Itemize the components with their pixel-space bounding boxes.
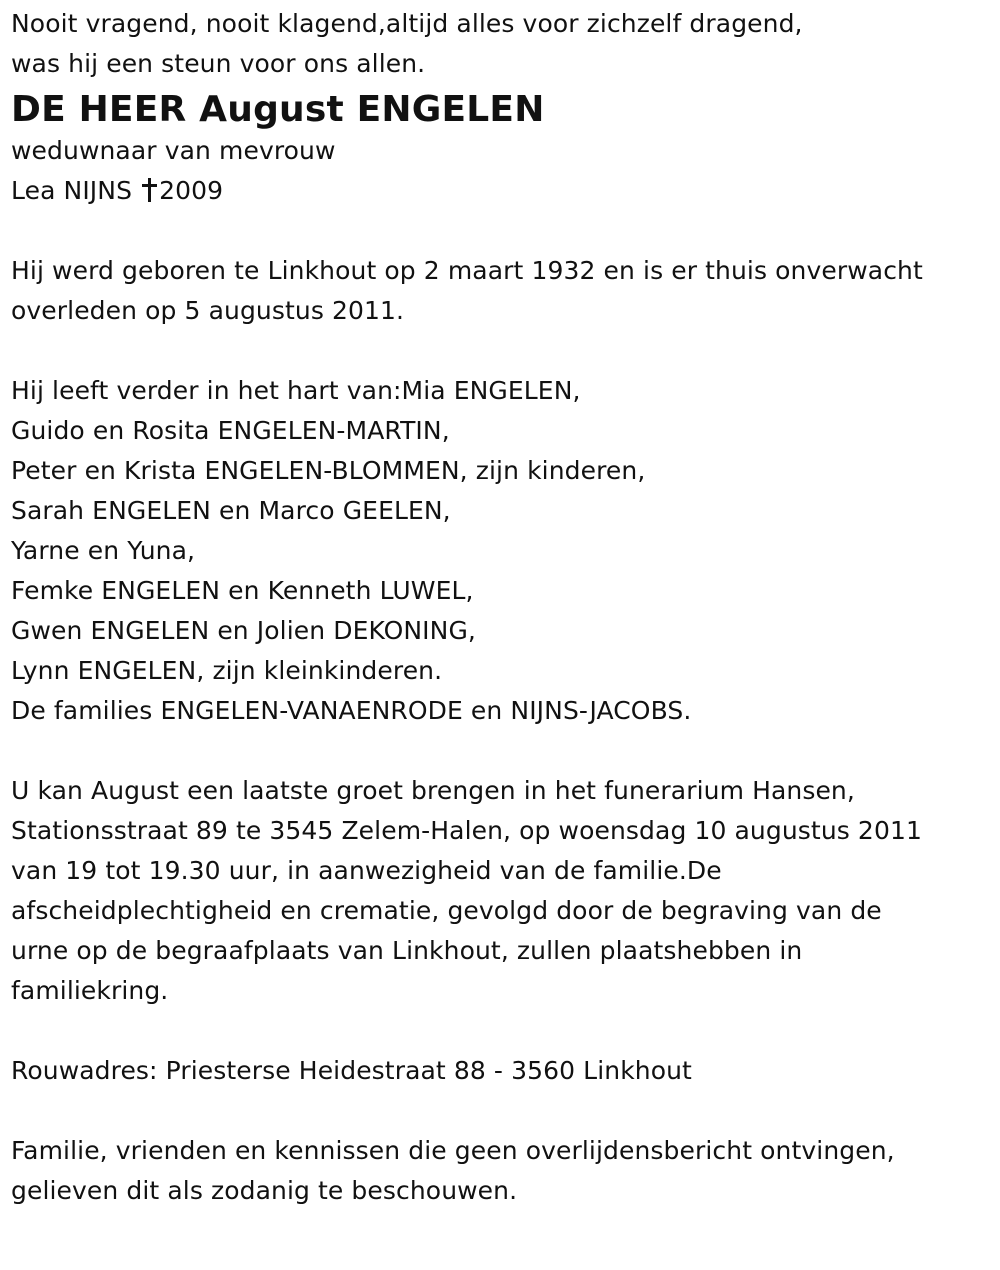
closing-paragraph <box>11 1131 996 1211</box>
survivors-list <box>11 371 996 731</box>
spouse-name-line <box>11 171 996 211</box>
mourning-address: Rouwadres: Priesterse Heidestraat 88 - 3560 Linkhout <box>11 1056 692 1085</box>
paragraph-line: Familie, vrienden en kennissen die geen overlijdensbericht ontvingen, <box>11 1136 895 1165</box>
deceased-name: DE HEER August ENGELEN <box>11 89 545 130</box>
spouse-line: weduwnaar van mevrouw <box>11 136 336 165</box>
survivor-line: Yarne en Yuna, <box>11 536 196 565</box>
survivor-line: Sarah ENGELEN en Marco GEELEN, <box>11 496 451 525</box>
paragraph-line: Stationsstraat 89 te 3545 Zelem-Halen, op woensdag 10 augustus 2011 <box>11 816 922 845</box>
survivor-line: Hij leeft verder in het hart van:Mia ENGELEN, <box>11 376 581 405</box>
paragraph-line: U kan August een laatste groet brengen in het funerarium Hansen, <box>11 776 855 805</box>
death-notice <box>11 4 996 1211</box>
motto-line: Nooit vragend, nooit klagend,altijd alles voor zichzelf dragend, <box>11 9 803 38</box>
visitation-paragraph <box>11 771 996 1011</box>
birth-death-paragraph <box>11 251 996 331</box>
paragraph-line: gelieven dit als zodanig te beschouwen. <box>11 1176 518 1205</box>
spouse-death-year: 2009 <box>159 176 224 205</box>
survivor-line: De families ENGELEN-VANAENRODE en NIJNS-JACOBS. <box>11 696 692 725</box>
paragraph-line: urne op de begraafplaats van Linkhout, zullen plaatshebben in <box>11 936 803 965</box>
spouse-info <box>11 131 996 211</box>
paragraph-line: Hij werd geboren te Linkhout op 2 maart 1932 en is er thuis onverwacht <box>11 256 923 285</box>
survivor-line: Guido en Rosita ENGELEN-MARTIN, <box>11 416 450 445</box>
motto-line: was hij een steun voor ons allen. <box>11 49 426 78</box>
survivor-line: Peter en Krista ENGELEN-BLOMMEN, zijn kinderen, <box>11 456 646 485</box>
paragraph-line: van 19 tot 19.30 uur, in aanwezigheid van de familie.De <box>11 856 722 885</box>
survivor-line: Femke ENGELEN en Kenneth LUWEL, <box>11 576 474 605</box>
paragraph-line: overleden op 5 augustus 2011. <box>11 296 405 325</box>
survivor-line: Lynn ENGELEN, zijn kleinkinderen. <box>11 656 443 685</box>
motto <box>11 4 996 84</box>
paragraph-line: familiekring. <box>11 976 169 1005</box>
survivor-line: Gwen ENGELEN en Jolien DEKONING, <box>11 616 476 645</box>
latin-cross-icon <box>142 174 157 214</box>
spouse-name: Lea NIJNS <box>11 176 133 205</box>
paragraph-line: afscheidplechtigheid en crematie, gevolgd door de begraving van de <box>11 896 882 925</box>
